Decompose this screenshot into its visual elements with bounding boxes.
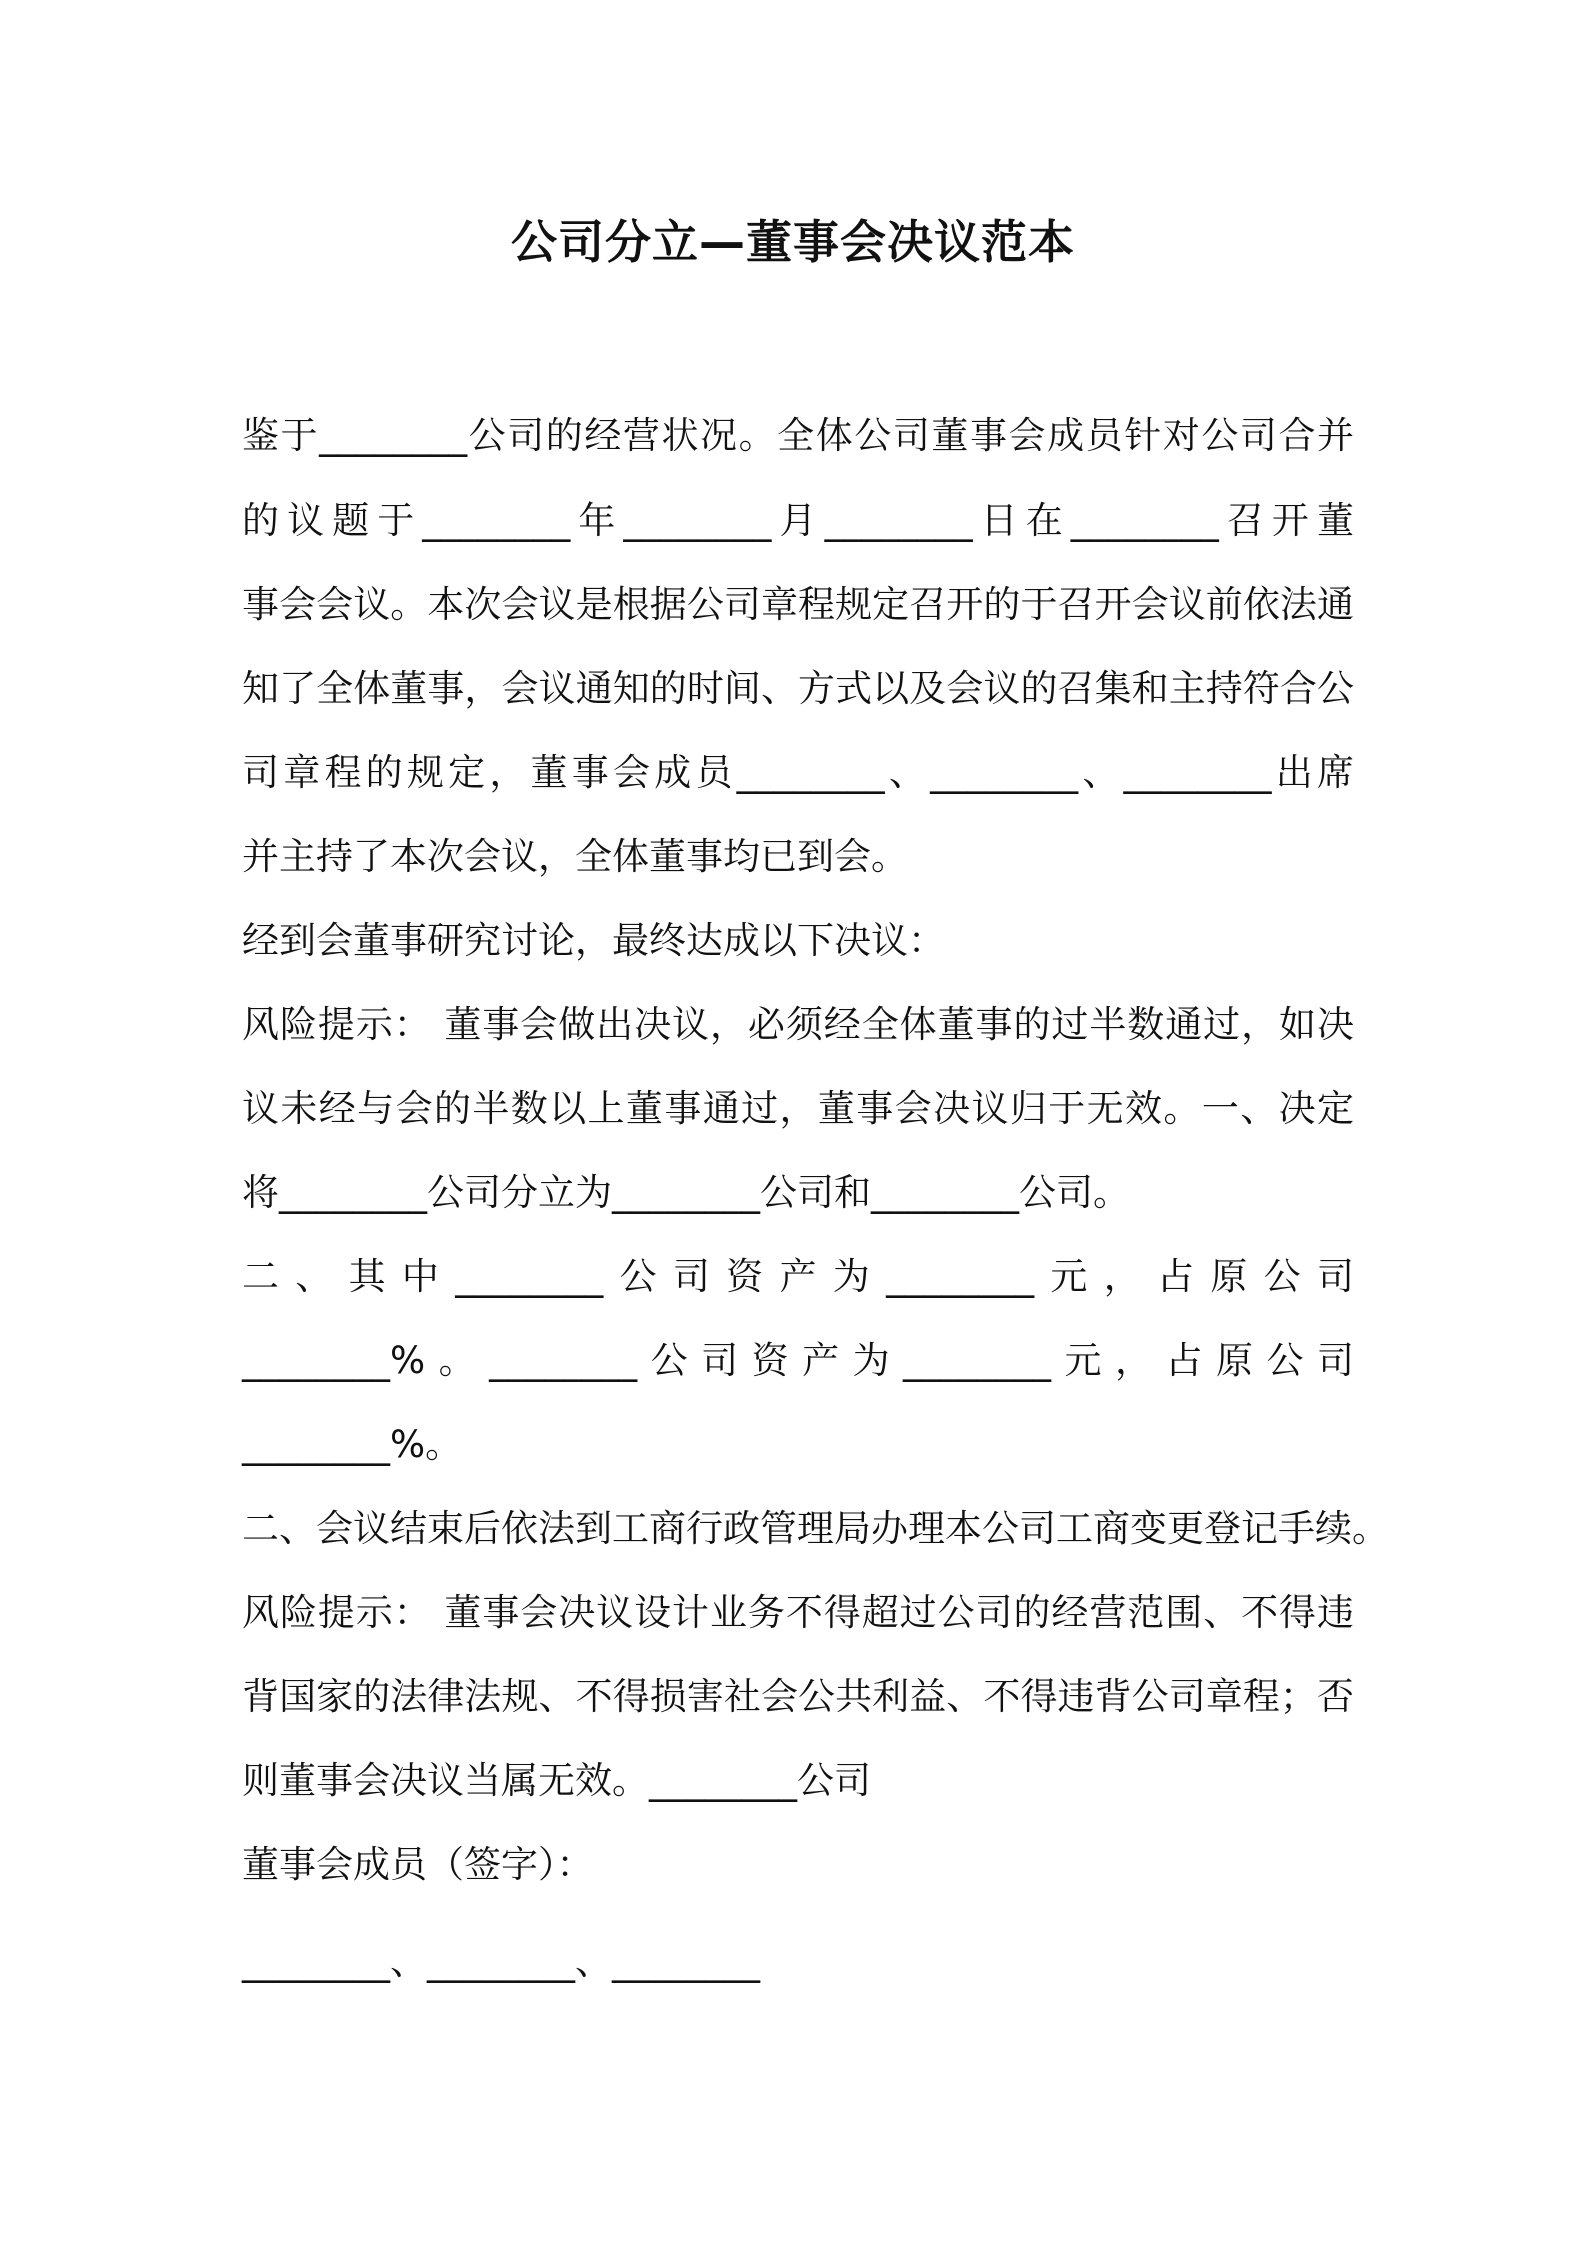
body-line-4: 知了全体董事，会议通知的时间、方式以及会议的召集和主持符合公 (242, 667, 1354, 710)
resolution-1: 将________公司分立为________公司和________公司。 (242, 1171, 1130, 1214)
signature-blanks: ________、________、________ (242, 1940, 760, 1983)
body-line-6: 并主持了本次会议，全体董事均已到会。 (242, 835, 908, 878)
resolution-2-line-1: 二、其中________公司资产为________元，占原公司 (242, 1255, 1354, 1298)
body-line-2: 的议题于________年________月________日在________召开董 (242, 499, 1354, 542)
resolution-3: 二、会议结束后依法到工商行政管理局办理本公司工商变更登记手续。 (242, 1507, 1389, 1550)
resolution-2-line-3: ________%。 (242, 1423, 463, 1466)
body-line-5: 司章程的规定，董事会成员________、________、________出席 (242, 751, 1354, 794)
resolution-2-line-2: ________%。________公司资产为________元，占原公司 (242, 1339, 1354, 1382)
resolution-intro: 经到会董事研究讨论，最终达成以下决议： (242, 919, 945, 962)
risk-notice-1-line-2: 议未经与会的半数以上董事通过，董事会决议归于无效。一、决定 (242, 1087, 1354, 1130)
risk-notice-2-line-1: 风险提示： 董事会决议设计业务不得超过公司的经营范围、不得违 (242, 1591, 1354, 1634)
risk-notice-2-line-2: 背国家的法律法规、不得损害社会公共利益、不得违背公司章程；否 (242, 1675, 1354, 1718)
document-title: 公司分立—董事会决议范本 (511, 215, 1075, 269)
risk-notice-1-line-1: 风险提示： 董事会做出决议，必须经全体董事的过半数通过，如决 (242, 1003, 1354, 1046)
body-line-1: 鉴于________公司的经营状况。全体公司董事会成员针对公司合并 (242, 414, 1354, 457)
body-line-3: 事会会议。本次会议是根据公司章程规定召开的于召开会议前依法通 (242, 583, 1354, 626)
signature-label: 董事会成员（签字）： (242, 1843, 594, 1886)
risk-notice-2-line-3: 则董事会决议当属无效。________公司 (242, 1759, 871, 1802)
